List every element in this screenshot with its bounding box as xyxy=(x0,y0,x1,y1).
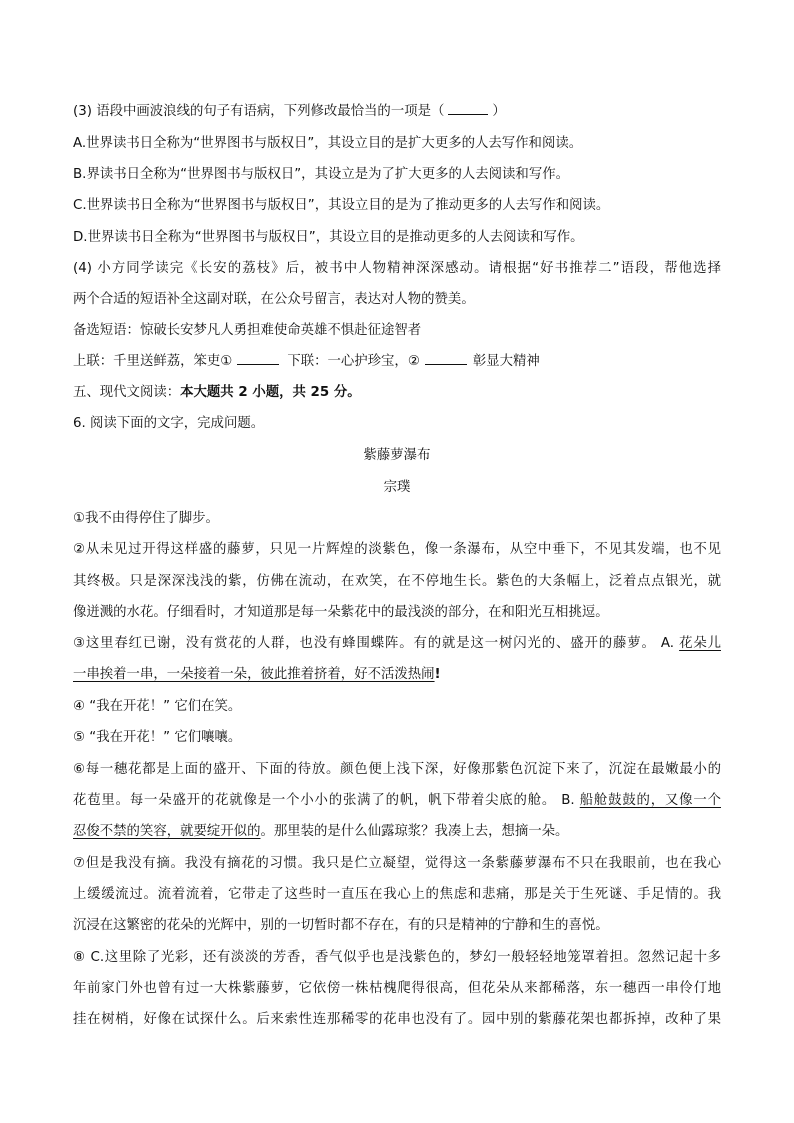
q3-option-c: C.世界读书日全称为“世界图书与版权日”，其设立目的是为了推动更多的人去写作和阅读。 xyxy=(73,198,610,213)
q4-couplet xyxy=(73,352,721,372)
couplet-second-line: 下联：一心护珍宝，② xyxy=(287,354,420,369)
paragraph-6-line-1: ⑥每一穗花都是上面的盛开、下面的待放。颜色便上浅下深，好像那紫色沉淀下来了，沉淀在最嫩最小的 xyxy=(73,762,721,777)
underlined-sentence-a-cont: 一串挨着一串，一朵接着一朵，彼此推着挤着，好不活泼热闹 xyxy=(73,667,435,682)
paragraph-6-line-3 xyxy=(73,822,721,842)
article-author: 宗璞 xyxy=(383,480,411,495)
paragraph-1: ①我不由得停住了脚步。 xyxy=(73,511,219,526)
answer-blank xyxy=(237,352,279,365)
paragraph-6-text: 花苞里。每一朵盛开的花就像是一个小小的张满了的帆，帆下带着尖底的舱。 B. xyxy=(73,793,580,808)
answer-blank xyxy=(425,352,467,365)
couplet-first-line: 上联：千里送鲜荔，笨吏① xyxy=(73,354,233,369)
paragraph-8-line-1: ⑧ C.这里除了光彩，还有淡淡的芳香，香气似乎也是浅紫色的，梦幻一般轻轻地笼罩着担。忽然记起十多 xyxy=(73,950,721,965)
couplet-second-end: 彰显大精神 xyxy=(472,354,540,369)
paragraph-3-line-1 xyxy=(73,634,721,654)
underlined-sentence-a: 花朵儿 xyxy=(679,636,721,651)
q3-stem-text: (3) 语段中画波浪线的句子有语病，下列修改最恰当的一项是（ xyxy=(73,104,445,119)
paragraph-8-line-2: 年前家门外也曾有过一大株紫藤萝，它依傍一株枯槐爬得很高，但花朵从来都稀落，东一穗西一串伶仃地 xyxy=(73,981,721,996)
underlined-sentence-b-cont: 忍俊不禁的笑容，就要绽开似的 xyxy=(73,824,261,839)
paragraph-2-line-3: 像迸溅的水花。仔细看时，才知道那是每一朵紫花中的最浅淡的部分，在和阳光互相挑逗。 xyxy=(73,605,609,620)
paragraph-4: ④ “我在开花！” 它们在笑。 xyxy=(73,699,242,714)
q4-stem-line1: (4) 小方同学读完《长安的荔枝》后，被书中人物精神深深感动。请根据“好书推荐二”语段，帮他选择 xyxy=(73,261,721,276)
section-score: 本大题共 2 小题，共 25 分。 xyxy=(180,385,361,400)
paragraph-3-line-2 xyxy=(73,665,721,685)
exclamation-mark: ! xyxy=(434,667,441,682)
q3-option-d: D.世界读书日全称为“世界图书与版权日”，其设立目的是推动更多的人去阅读和写作。 xyxy=(73,230,584,245)
underlined-sentence-b: 船舱鼓鼓的，又像一个 xyxy=(579,793,721,808)
paragraph-7-line-3: 沉浸在这繁密的花朵的光辉中，别的一切暂时都不存在，有的只是精神的宁静和生的喜悦。 xyxy=(73,918,609,933)
q3-stem xyxy=(73,102,721,122)
q4-phrases: 备选短语：惊破长安梦凡人勇担难使命英雄不惧赴征途智者 xyxy=(73,323,422,338)
paragraph-3-text: ③这里春红已谢，没有赏花的人群，也没有蜂围蝶阵。有的就是这一树闪光的、盛开的藤萝。 A. xyxy=(73,636,680,651)
paragraph-2-line-2: 其终极。只是深深浅浅的紫，仿佛在流动，在欢笑，在不停地生长。紫色的大条幅上，泛着点点银光，就 xyxy=(73,574,721,589)
paragraph-7-line-1: ⑦但是我没有摘。我没有摘花的习惯。我只是伫立凝望，觉得这一条紫藤萝瀑布不只在我眼前，也在我心 xyxy=(73,856,721,871)
paragraph-2-line-1: ②从未见过开得这样盛的藤萝，只见一片辉煌的淡紫色，像一条瀑布，从空中垂下，不见其发端，也不见 xyxy=(73,542,721,557)
q4-stem-line2: 两个合适的短语补全这副对联，在公众号留言，表达对人物的赞美。 xyxy=(73,292,475,307)
article-title: 紫藤萝瀑布 xyxy=(363,448,431,463)
paragraph-6-line-2 xyxy=(73,791,721,811)
answer-blank xyxy=(448,102,488,115)
q3-stem-close: ） xyxy=(492,104,506,119)
q3-option-a: A.世界读书日全称为“世界图书与版权日”，其设立目的是扩大更多的人去写作和阅读。 xyxy=(73,136,583,151)
paragraph-8-line-3: 挂在树梢，好像在试探什么。后来索性连那稀零的花串也没有了。园中别的紫藤花架也都拆掉，改种了果 xyxy=(73,1012,721,1027)
q6-instruction: 6. 阅读下面的文字，完成问题。 xyxy=(73,416,265,431)
section-title: 五、现代文阅读： xyxy=(73,385,181,400)
paragraph-7-line-2: 上缓缓流过。流着流着，它带走了这些时一直压在我心上的焦虑和悲痛，那是关于生死谜、手足情的。我 xyxy=(73,887,721,902)
paragraph-5: ⑤ “我在开花！” 它们嚷嚷。 xyxy=(73,730,242,745)
paragraph-6-end: 。那里装的是什么仙露琼浆？我凑上去，想摘一朵。 xyxy=(260,824,569,839)
q3-option-b: B.界读书日全称为“世界图书与版权日”，其设立是为了扩大更多的人去阅读和写作。 xyxy=(73,167,569,182)
section-5-heading xyxy=(73,383,721,403)
